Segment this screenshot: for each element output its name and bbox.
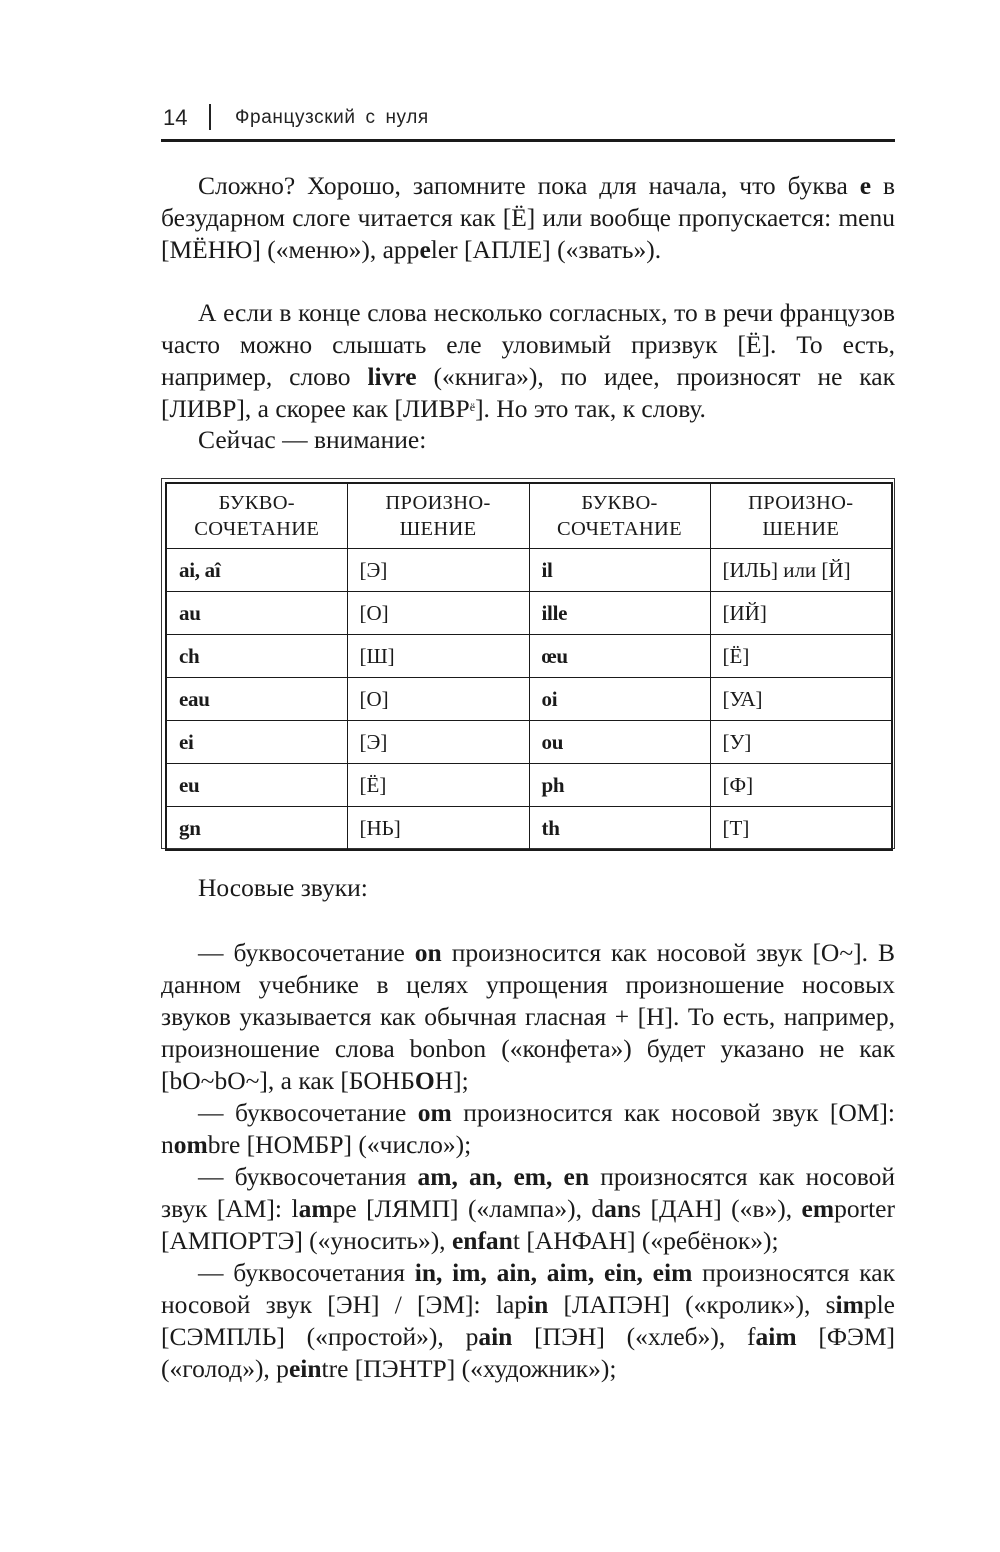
table-row [166, 592, 892, 635]
text-run: А если в конце слова несколько согласных, то в речи французов часто можно слышать еле уловимый призвук [Ё]. То есть, например, слово [161, 298, 895, 391]
combination-cell: eu [166, 764, 347, 807]
pronunciation-cell: [Э] [347, 721, 529, 764]
bold-letter: e [859, 171, 872, 200]
pronunciation-cell: [НЬ] [347, 807, 529, 851]
nasal-item-on: — буквосочетание on произносится как носовой звук [О~]. В данном учебнике в целях упрощения произношение носовых звуков указывается как обычная гласная + [Н]. То есть, например, произношение слова bonbon («конфета») будет указано не как [bO~bO~], а как [БОНБОН]; [161, 938, 896, 1095]
combination-cell: ille [529, 592, 710, 635]
pronunciation-cell: [УА] [710, 678, 892, 721]
combination-cell: ch [166, 635, 347, 678]
table-row [166, 764, 892, 807]
header-combination-1: БУКВО- СОЧЕТАНИЕ [166, 483, 347, 549]
combination-cell: eau [166, 678, 347, 721]
combination-cell: œu [529, 635, 710, 678]
pronunciation-cell: [Э] [347, 549, 529, 592]
running-header [161, 100, 895, 140]
combination-cell: th [529, 807, 710, 851]
pronunciation-cell: [Ё] [347, 764, 529, 807]
combination-cell: ou [529, 721, 710, 764]
pronunciation-table [165, 482, 893, 851]
combination-cell: ei [166, 721, 347, 764]
text-run: ]. Но это так, к слову. [475, 394, 706, 423]
combination-cell: ph [529, 764, 710, 807]
paragraph-attention [161, 424, 895, 456]
table-header-row [166, 483, 892, 549]
paragraph-text: Сейчас — внимание: [198, 425, 427, 454]
text-run: («книга»), по идее, произносят не как [ЛИВР], а скорее как [ЛИВР [161, 362, 896, 423]
text-run: Сложно? Хорошо, запомните пока для начала, что буква [198, 171, 860, 200]
nasal-sounds-list [161, 937, 895, 1385]
pronunciation-cell: [Т] [710, 807, 892, 851]
paragraph-unstressed-e [161, 170, 895, 266]
paragraph-text [161, 170, 895, 266]
pronunciation-cell: [О] [347, 678, 529, 721]
combination-cell: au [166, 592, 347, 635]
table-row [166, 678, 892, 721]
nasal-item-om: — буквосочетание om произносится как носовой звук [ОМ]: nombre [НОМБР] («число»); [161, 1098, 896, 1159]
combination-cell: ai, aî [166, 549, 347, 592]
paragraph-final-consonants [161, 297, 895, 425]
text-run: ler [АПЛЕ] («звать»). [430, 235, 662, 264]
combination-cell: oi [529, 678, 710, 721]
table-row [166, 549, 892, 592]
pronunciation-cell: [Ё] [710, 635, 892, 678]
header-rule [161, 139, 895, 142]
bold-letter: e [419, 235, 431, 264]
table-row [166, 807, 892, 851]
bold-word: livre [367, 362, 417, 391]
pronunciation-cell: [О] [347, 592, 529, 635]
table-row [166, 721, 892, 764]
header-pronunciation-1: ПРОИЗНО- ШЕНИЕ [347, 483, 529, 549]
header-combination-2: БУКВО- СОЧЕТАНИЕ [529, 483, 710, 549]
paragraph-text: Носовые звуки: [198, 873, 368, 902]
nasal-item-am: — буквосочетания am, an, em, en произносятся как носовой звук [АМ]: lampe [ЛЯМП] («лампа»), dans [ДАН] («в»), emporter [АМПОРТЭ] («уносить»), enfant [АНФАН] («ребёнок»); [161, 1162, 895, 1255]
header-pronunciation-2: ПРОИЗНО- ШЕНИЕ [710, 483, 892, 549]
table-row [166, 635, 892, 678]
text-run: в безударном слоге читается как [Ё] или вообще пропускается: menu [МЁНЮ] («меню»), app [161, 171, 895, 264]
page-number: 14 [163, 105, 188, 130]
nasal-item-in: — буквосочетания in, im, ain, aim, ein, eim произносятся как носовой звук [ЭН] / [ЭМ]: lapin [ЛАПЭН] («кролик»), simple [СЭМПЛЬ] («простой»), pain [ПЭН] («хлеб»), faim [ФЭМ] («голод»), peintre [ПЭНТР] («художник»); [161, 1258, 896, 1383]
nasal-sounds-heading [161, 872, 895, 904]
book-title: Французский с нуля [235, 107, 429, 128]
header-divider [209, 104, 211, 130]
pronunciation-cell: [ИЛЬ] или [Й] [710, 549, 892, 592]
pronunciation-cell: [Ш] [347, 635, 529, 678]
paragraph-text [161, 297, 895, 425]
combination-cell: il [529, 549, 710, 592]
pronunciation-cell: [ИЙ] [710, 592, 892, 635]
superscript: ё [469, 400, 476, 414]
letter-combinations-table [161, 478, 895, 849]
pronunciation-cell: [У] [710, 721, 892, 764]
pronunciation-cell: [Ф] [710, 764, 892, 807]
combination-cell: gn [166, 807, 347, 851]
